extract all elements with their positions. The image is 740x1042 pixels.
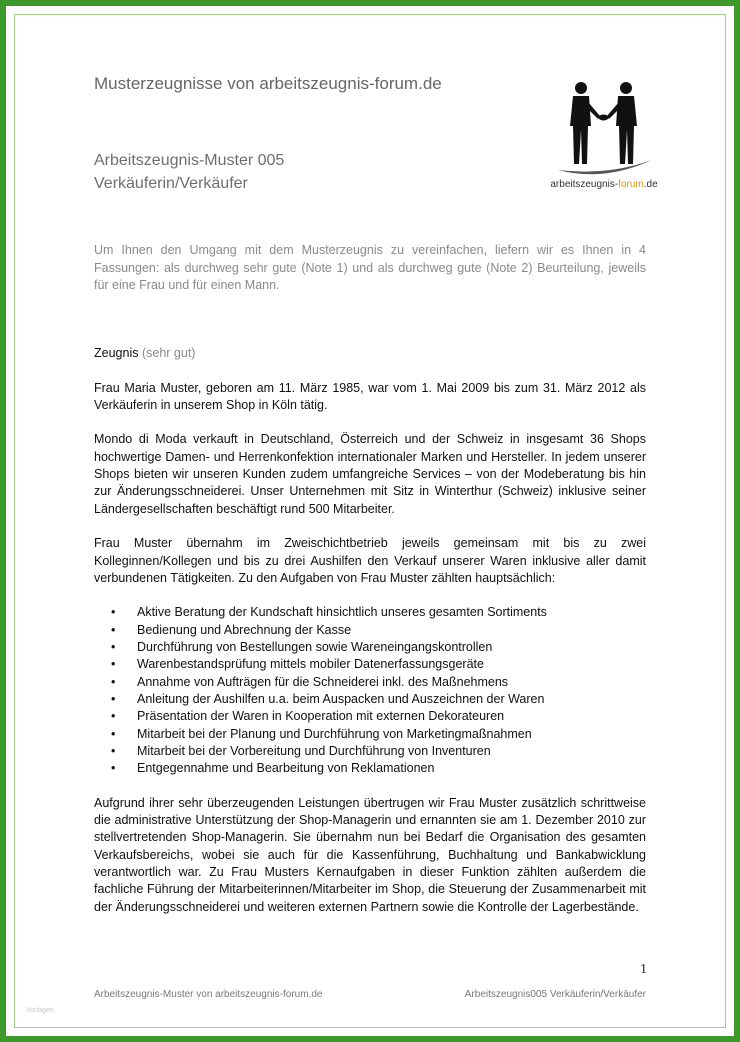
- paragraph-duties-intro: Frau Muster übernahm im Zweischichtbetrieb jeweils gemeinsam mit bis zu zwei Kolleginnen/Kollegen und bis zu drei Aushilfen den Verkauf unserer Waren inklusive aller damit verbundenen Tätigkeiten. Zu den Aufgaben von Frau Muster zählten hauptsächlich:: [94, 536, 646, 585]
- list-item: • Präsentation der Waren in Kooperation mit externen Dekorateuren: [137, 708, 646, 725]
- logo-text: [548, 179, 660, 190]
- list-item: • Mitarbeit bei der Planung und Durchführung von Marketingmaßnahmen: [137, 726, 646, 743]
- certificate-grade: (sehr gut): [141, 346, 196, 360]
- certificate-heading: [94, 345, 646, 362]
- list-item: • Bedienung und Abrechnung der Kasse: [137, 622, 646, 639]
- logo-text-suffix: .de: [643, 179, 658, 190]
- page-number: 1: [640, 962, 647, 977]
- intro-paragraph: Um Ihnen den Umgang mit dem Musterzeugnis zu vereinfachen, liefern wir es Ihnen in 4 Fassungen: als durchweg sehr gute (Note 1) und als durchweg gute (Note 2) Beurteilung, jeweils für eine Frau und für einen Mann.: [94, 243, 646, 292]
- site-logo: [548, 78, 660, 194]
- document-title-line-2: Verkäuferin/Verkäufer: [94, 175, 248, 192]
- list-item: • Durchführung von Bestellungen sowie Wareneingangskontrollen: [137, 639, 646, 656]
- list-item: • Warenbestandsprüfung mittels mobiler Datenerfassungsgeräte: [137, 656, 646, 673]
- footer-left: Arbeitszeugnis-Muster von arbeitszeugnis-forum.de: [94, 989, 323, 1000]
- paragraph-employment: Frau Maria Muster, geboren am 11. März 1985, war vom 1. Mai 2009 bis zum 31. März 2012 als Verkäuferin in unserem Shop in Köln tätig.: [94, 380, 646, 412]
- list-item: • Anleitung der Aushilfen u.a. beim Auspacken und Auszeichnen der Waren: [137, 691, 646, 708]
- handshake-icon: [548, 78, 660, 178]
- watermark: Vorlagen: [26, 1007, 54, 1014]
- paragraph-promotion: Aufgrund ihrer sehr überzeugenden Leistungen übertrugen wir Frau Muster zusätzlich schrittweise die administrative Unterstützung der Shop-Managerin und ernannten sie am 1. Dezember 2010 zur stellvertretenden Shop-Managerin. Sie übernahm nun bei Bedarf die Organisation des gesamten Verkaufsbereichs, wobei sie auch für die Kassenführung, Buchhaltung und Bankabwicklung verantwortlich war. Zu Frau Musters Kernaufgaben in dieser Funktion zählten außerdem die fachliche Führung der Mitarbeiterinnen/Mitarbeiter im Shop, die Steuerung der Zusammenarbeit mit der Änderungsschneiderei und weiteren externen Partnern sowie die Kontrolle der Lagerbestände.: [94, 795, 646, 914]
- list-item: • Annahme von Aufträgen für die Schneiderei inkl. des Maßnehmens: [137, 674, 646, 691]
- site-title: Musterzeugnisse von arbeitszeugnis-forum.de: [94, 74, 442, 93]
- certificate-heading-label: Zeugnis: [94, 346, 139, 360]
- certificate-body: [94, 345, 646, 933]
- document-title: [94, 149, 284, 195]
- logo-text-highlight: forum: [618, 179, 644, 190]
- paragraph-company: Mondo di Moda verkauft in Deutschland, Österreich und der Schweiz in insgesamt 36 Shops hochwertige Damen- und Herrenkonfektion internationaler Marken und Hersteller. In jedem unserer Shops bieten wir unseren Kunden zudem umfangreiche Services – von der Modeberatung bis hin zur Änderungsschneiderei. Unser Unternehmen mit Sitz in Winterthur (Schweiz) inklusive seiner Ländergesellschaften beschäftigt rund 500 Mitarbeiter.: [94, 432, 646, 516]
- document-title-line-1: Arbeitszeugnis-Muster 005: [94, 152, 285, 169]
- logo-text-prefix: arbeitszeugnis-: [550, 179, 619, 190]
- list-item: • Aktive Beratung der Kundschaft hinsichtlich unseres gesamten Sortiments: [137, 604, 646, 621]
- task-list: [94, 604, 646, 777]
- list-item: • Entgegennahme und Bearbeitung von Reklamationen: [137, 760, 646, 777]
- footer-right: Arbeitszeugnis005 Verkäuferin/Verkäufer: [464, 989, 646, 1000]
- list-item: • Mitarbeit bei der Vorbereitung und Durchführung von Inventuren: [137, 743, 646, 760]
